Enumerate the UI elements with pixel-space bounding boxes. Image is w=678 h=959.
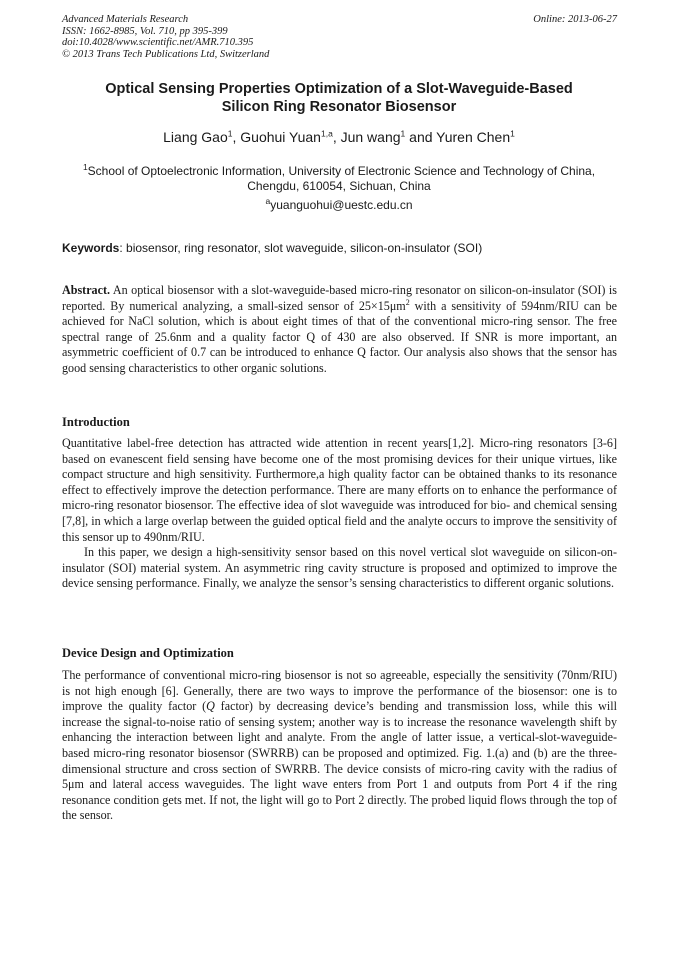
- abstract-label: Abstract.: [62, 283, 111, 297]
- device-text-2: factor) by decreasing device’s bending and transmission loss, while this will increase the signal-to-noise ratio of sensing system; another way is to increase the resonance wavelength shift by enhancing the interaction between light and analyte. From the angle of latter issue, a vertical-slot-waveguide-based micro-ring resonator biosensor (SWRRB) can be proposed and optimized. Fig. 1.(a) and (b) are the three-dimensional structure and cross section of SWRRB. The device consists of micro-ring cavity with the radius of 5μm and lateral access waveguides. The light wave enters from Port 1 and outputs from Port 4 if the ring resonance condition gets met. If not, the light will go to Port 2 directly. The probed liquid flows through the top of the sensor.: [62, 699, 617, 823]
- affiliation: [66, 164, 612, 193]
- q-symbol: Q: [206, 699, 215, 714]
- email-mark: a: [265, 196, 271, 206]
- corresponding-email: [60, 198, 618, 212]
- author-name: Liang Gao: [163, 129, 228, 145]
- keywords-text: : biosensor, ring resonator, slot waveguide, silicon-on-insulator (SOI): [119, 241, 483, 255]
- doi: doi:10.4028/www.scientific.net/AMR.710.395: [62, 37, 254, 48]
- abstract: [62, 283, 617, 377]
- author-affil-mark: 1: [227, 128, 233, 139]
- introduction-paragraph-1: Quantitative label-free detection has attracted wide attention in recent years[1,2]. Micro-ring resonators [3-6] based on evanescent field sensing have become one of the most promising devices for their unique virtues, like compact structure and high sensitivity. Furthermore,a high quality factor can be obtained thanks to its resonance effect to effectively improve the detection performance. There are many efforts on to enhance the performance of micro-ring resonator biosensor. The effective idea of slot waveguide was introduced for bio- and chemical sensing [7,8], in which a large overlap between the guided optical field and the analyte occurs to improve the sensitivity of this sensor up to 490nm/RIU.: [62, 436, 617, 544]
- abstract-text-2: with a sensitivity of 594nm/RIU can be achieved for NaCl solution, which is about eight times of that of the conventional micro-ring sensor. The free spectral range of 25.6nm and a quality factor Q of 430 are also observed. If SNR is more important, an asymmetric coefficient of 0.7 can be introduced to enhance Q factor. Our analysis also shows that the sensor has good sensing characteristics to other organic solutions.: [62, 298, 617, 375]
- copyright: © 2013 Trans Tech Publications Ltd, Switzerland: [62, 48, 270, 60]
- introduction-paragraph-2: In this paper, we design a high-sensitivity sensor based on this novel vertical slot waveguide on silicon-on-insulator (SOI) material system. An asymmetric ring cavity structure is proposed and optimized to improve the device sensing performance. Finally, we analyze the sensor’s sensing characteristics to different organic solutions.: [62, 545, 617, 591]
- paper-title: [60, 80, 618, 116]
- affiliation-line-1: School of Optoelectronic Information, University of Electronic Science and Technology of China,: [87, 164, 596, 178]
- introduction-heading: Introduction: [62, 415, 130, 429]
- email-address: yuanguohui@uestc.edu.cn: [270, 198, 413, 212]
- journal-header: [62, 14, 617, 60]
- device-heading: Device Design and Optimization: [62, 646, 234, 660]
- device-text-1: The performance of conventional micro-ring biosensor is not so agreeable, especially the sensitivity (70nm/RIU) is not high enough [6]. Generally, there are two ways to improve the performance of the biosensor: one is to improve the quality factor (: [62, 668, 617, 714]
- affiliation-mark: 1: [82, 162, 88, 172]
- author-list: [60, 128, 618, 146]
- author-separator: and: [405, 129, 437, 145]
- title-line-2: Silicon Ring Resonator Biosensor: [221, 99, 457, 115]
- issn: ISSN: 1662-8985, Vol. 710, pp 395-399: [62, 25, 228, 37]
- keywords: [62, 241, 617, 255]
- affiliation-line-2: Chengdu, 610054, Sichuan, China: [247, 178, 431, 193]
- journal-name: Advanced Materials Research: [62, 14, 189, 25]
- author-separator: ,: [232, 129, 241, 145]
- author-affil-mark: 1,a: [320, 128, 333, 139]
- author-name: Jun wang: [340, 129, 401, 145]
- introduction-body: [62, 436, 617, 592]
- author-separator: ,: [332, 129, 341, 145]
- title-line-1: Optical Sensing Properties Optimization of a Slot-Waveguide-Based: [105, 81, 573, 97]
- author-name: Yuren Chen: [436, 129, 511, 145]
- author-name: Guohui Yuan: [240, 129, 321, 145]
- device-paragraph-1: [62, 668, 617, 824]
- abstract-sup: 2: [405, 297, 410, 307]
- author-affil-mark: 1: [400, 128, 406, 139]
- abstract-text-1: An optical biosensor with a slot-waveguide-based micro-ring resonator on silicon-on-insulator (SOI) is reported. By numerical analyzing, a small-sized sensor of 25×15μm: [62, 283, 617, 313]
- keywords-label: Keywords: [62, 241, 120, 255]
- device-body: [62, 668, 617, 824]
- author-affil-mark: 1: [510, 128, 515, 139]
- online-date: Online: 2013-06-27: [533, 14, 617, 25]
